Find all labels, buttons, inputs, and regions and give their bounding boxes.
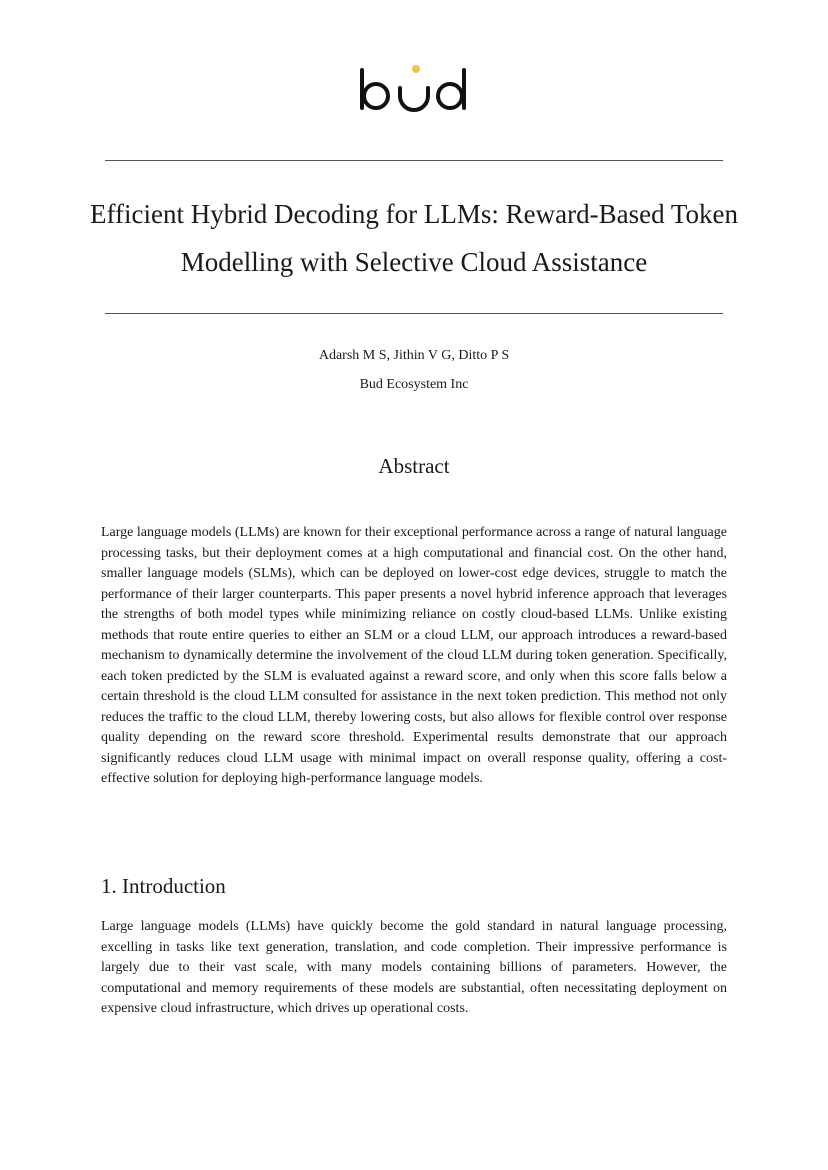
section-body-introduction: Large language models (LLMs) have quickly become the gold standard in natural language processing, excelling in tasks like text generation, translation, and code completion. Their impressive performance is largely due to their vast scale, with many models containing billions of parameters. However, the computational and memory requirements of these models are substantial, often necessitating deployment on expensive cloud infrastructure, which drives up operational costs. [101,919,727,1016]
title-bottom-rule [105,313,723,314]
bud-logo [0,64,828,121]
paper-title: Efficient Hybrid Decoding for LLMs: Reward-Based Token Modelling with Selective Cloud Assistance [90,199,738,277]
title-top-rule [105,160,723,161]
bud-logo-mark [356,64,472,116]
abstract-text: Large language models (LLMs) are known for their exceptional performance across a range of natural language processing tasks, but their deployment comes at a high computational and financial cost. On the other hand, smaller language models (SLMs), which can be deployed on lower-cost edge devices, struggle to match the performance of their larger counterparts. This paper presents a novel hybrid inference approach that leverages the strengths of both model types while minimizing reliance on costly cloud-based LLMs. Unlike existing methods that route entire queries to either an SLM or a cloud LLM, our approach introduces a reward-based mechanism to dynamically determine the involvement of the cloud LLM during token generation. Specifically, each token predicted by the SLM is evaluated against a reward score, and only when this score falls below a certain threshold is the cloud LLM consulted for assistance in the next token prediction. This method not only reduces the traffic to the cloud LLM, thereby lowering costs, but also allows for flexible control over response quality depending on the reward score threshold. Experimental results demonstrate that our approach significantly reduces cloud LLM usage with minimal impact on overall response quality, offering a cost-effective solution for deploying high-performance language models. [101,525,727,786]
section-heading-introduction: 1. Introduction [101,874,226,898]
paper-affiliation: Bud Ecosystem Inc [359,377,469,392]
paper-authors: Adarsh M S, Jithin V G, Ditto P S [318,348,510,363]
abstract-heading: Abstract [378,454,450,478]
